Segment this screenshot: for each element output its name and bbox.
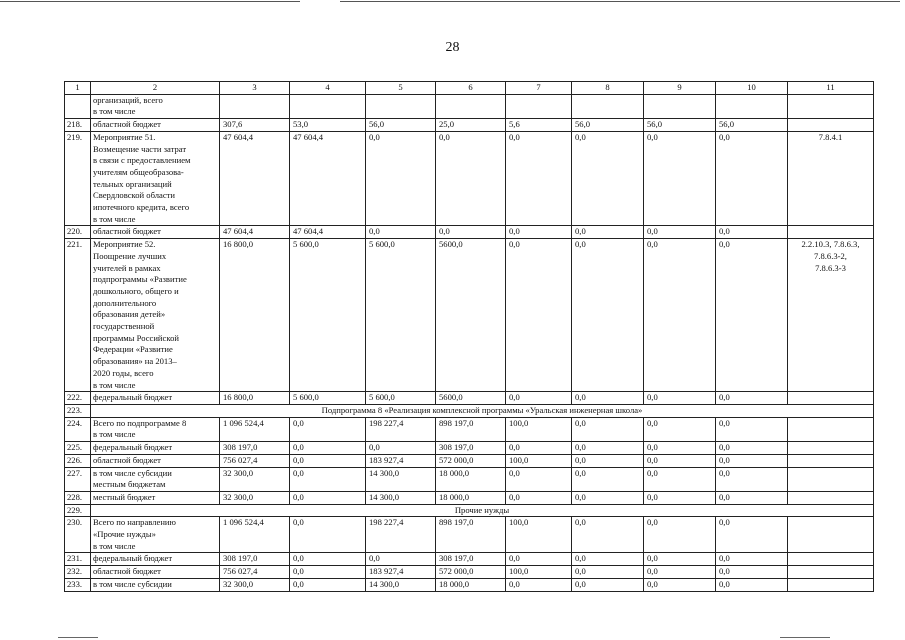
value-cell: 0,0 xyxy=(572,226,644,239)
value-cell: 0,0 xyxy=(436,226,506,239)
value-cell: 5 600,0 xyxy=(290,392,366,405)
value-cell: 5600,0 xyxy=(436,392,506,405)
table-row xyxy=(65,94,874,118)
value-cell xyxy=(572,94,644,118)
value-cell: 0,0 xyxy=(716,578,788,591)
table-row xyxy=(65,454,874,467)
table-row xyxy=(65,467,874,491)
value-cell: 0,0 xyxy=(716,566,788,579)
value-cell: 0,0 xyxy=(572,239,644,392)
value-cell: 0,0 xyxy=(572,454,644,467)
value-cell: 0,0 xyxy=(644,566,716,579)
row-description: областной бюджет xyxy=(91,566,220,579)
value-cell: 0,0 xyxy=(290,454,366,467)
column-header: 2 xyxy=(91,82,220,95)
table-row xyxy=(65,119,874,132)
value-cell: 572 000,0 xyxy=(436,454,506,467)
reference-cell xyxy=(788,442,874,455)
row-number: 222. xyxy=(65,392,91,405)
value-cell: 0,0 xyxy=(716,417,788,441)
value-cell: 5 600,0 xyxy=(366,239,436,392)
value-cell: 0,0 xyxy=(716,442,788,455)
value-cell: 0,0 xyxy=(506,578,572,591)
value-cell xyxy=(644,94,716,118)
reference-cell xyxy=(788,454,874,467)
value-cell: 100,0 xyxy=(506,417,572,441)
row-number: 218. xyxy=(65,119,91,132)
reference-cell xyxy=(788,119,874,132)
value-cell: 0,0 xyxy=(716,553,788,566)
value-cell: 16 800,0 xyxy=(220,392,290,405)
value-cell: 0,0 xyxy=(572,392,644,405)
value-cell: 18 000,0 xyxy=(436,491,506,504)
column-header: 11 xyxy=(788,82,874,95)
bottom-rule xyxy=(58,637,98,638)
value-cell: 0,0 xyxy=(572,553,644,566)
value-cell: 0,0 xyxy=(572,578,644,591)
row-number: 233. xyxy=(65,578,91,591)
value-cell: 0,0 xyxy=(506,491,572,504)
row-description: местный бюджет xyxy=(91,491,220,504)
value-cell: 100,0 xyxy=(506,517,572,553)
value-cell: 0,0 xyxy=(366,131,436,226)
value-cell: 56,0 xyxy=(716,119,788,132)
top-rule xyxy=(0,1,300,2)
value-cell: 0,0 xyxy=(366,226,436,239)
value-cell: 47 604,4 xyxy=(220,226,290,239)
row-description: областной бюджет xyxy=(91,454,220,467)
table-row xyxy=(65,417,874,441)
reference-cell: 7.8.4.1 xyxy=(788,131,874,226)
row-description: областной бюджет xyxy=(91,226,220,239)
value-cell: 0,0 xyxy=(716,491,788,504)
value-cell: 56,0 xyxy=(644,119,716,132)
reference-cell xyxy=(788,553,874,566)
value-cell: 5 600,0 xyxy=(366,392,436,405)
row-description: федеральный бюджет xyxy=(91,553,220,566)
value-cell: 0,0 xyxy=(506,392,572,405)
value-cell: 0,0 xyxy=(290,467,366,491)
row-description: Мероприятие 52. Поощрение лучших учителей в рамках подпрограммы «Развитие дошкольного, общего и дополнительного образования детей» государственной программы Российской Федерации «Развитие образования» на 2013– 2020 годы, всего в том числе xyxy=(91,239,220,392)
table-row xyxy=(65,226,874,239)
section-heading: Подпрограмма 8 «Реализация комплексной программы «Уральская инженерная школа» xyxy=(91,404,874,417)
value-cell: 308 197,0 xyxy=(436,553,506,566)
row-number: 221. xyxy=(65,239,91,392)
value-cell: 0,0 xyxy=(716,226,788,239)
table-row xyxy=(65,566,874,579)
value-cell: 308 197,0 xyxy=(436,442,506,455)
value-cell: 0,0 xyxy=(644,239,716,392)
value-cell: 0,0 xyxy=(716,239,788,392)
value-cell: 0,0 xyxy=(644,454,716,467)
value-cell: 14 300,0 xyxy=(366,491,436,504)
value-cell: 0,0 xyxy=(290,417,366,441)
value-cell xyxy=(220,94,290,118)
value-cell: 0,0 xyxy=(644,226,716,239)
table-row xyxy=(65,553,874,566)
row-number: 220. xyxy=(65,226,91,239)
header-row xyxy=(65,82,874,95)
value-cell: 0,0 xyxy=(644,553,716,566)
column-header: 7 xyxy=(506,82,572,95)
value-cell: 0,0 xyxy=(506,239,572,392)
value-cell: 0,0 xyxy=(644,467,716,491)
page-number: 28 xyxy=(445,40,460,55)
column-header: 6 xyxy=(436,82,506,95)
value-cell: 18 000,0 xyxy=(436,578,506,591)
row-number: 223. xyxy=(65,404,91,417)
row-number: 228. xyxy=(65,491,91,504)
column-header: 1 xyxy=(65,82,91,95)
value-cell: 0,0 xyxy=(644,417,716,441)
value-cell: 308 197,0 xyxy=(220,553,290,566)
value-cell: 47 604,4 xyxy=(220,131,290,226)
row-description: Всего по направлению «Прочие нужды» в том числе xyxy=(91,517,220,553)
value-cell xyxy=(436,94,506,118)
value-cell: 0,0 xyxy=(716,467,788,491)
value-cell: 0,0 xyxy=(290,578,366,591)
row-number: 225. xyxy=(65,442,91,455)
value-cell: 0,0 xyxy=(716,131,788,226)
value-cell: 0,0 xyxy=(290,442,366,455)
value-cell: 572 000,0 xyxy=(436,566,506,579)
table-row xyxy=(65,504,874,517)
value-cell: 56,0 xyxy=(572,119,644,132)
value-cell: 14 300,0 xyxy=(366,578,436,591)
value-cell: 0,0 xyxy=(644,131,716,226)
value-cell: 47 604,4 xyxy=(290,131,366,226)
value-cell: 183 927,4 xyxy=(366,566,436,579)
value-cell: 0,0 xyxy=(572,131,644,226)
value-cell: 0,0 xyxy=(366,442,436,455)
reference-cell xyxy=(788,578,874,591)
table-row xyxy=(65,131,874,226)
value-cell: 5600,0 xyxy=(436,239,506,392)
reference-cell xyxy=(788,94,874,118)
table-row xyxy=(65,239,874,392)
value-cell: 0,0 xyxy=(506,226,572,239)
value-cell: 32 300,0 xyxy=(220,467,290,491)
top-rule xyxy=(340,1,900,2)
value-cell: 32 300,0 xyxy=(220,491,290,504)
value-cell: 5 600,0 xyxy=(290,239,366,392)
reference-cell xyxy=(788,491,874,504)
row-number: 224. xyxy=(65,417,91,441)
reference-cell xyxy=(788,226,874,239)
value-cell: 183 927,4 xyxy=(366,454,436,467)
column-header: 3 xyxy=(220,82,290,95)
row-number xyxy=(65,94,91,118)
value-cell: 1 096 524,4 xyxy=(220,517,290,553)
column-header: 8 xyxy=(572,82,644,95)
value-cell: 25,0 xyxy=(436,119,506,132)
table-row xyxy=(65,404,874,417)
value-cell: 0,0 xyxy=(366,553,436,566)
row-number: 219. xyxy=(65,131,91,226)
column-header: 10 xyxy=(716,82,788,95)
row-description: Всего по подпрограмме 8 в том числе xyxy=(91,417,220,441)
value-cell: 307,6 xyxy=(220,119,290,132)
section-heading: Прочие нужды xyxy=(91,504,874,517)
row-description: федеральный бюджет xyxy=(91,442,220,455)
value-cell: 198 227,4 xyxy=(366,417,436,441)
value-cell: 0,0 xyxy=(716,392,788,405)
row-number: 226. xyxy=(65,454,91,467)
value-cell: 56,0 xyxy=(366,119,436,132)
value-cell: 1 096 524,4 xyxy=(220,417,290,441)
row-description: Мероприятие 51. Возмещение части затрат в связи с предоставлением учителям общеобразова- тельных организаций Свердловской области ипотечного кредита, всего в том числе xyxy=(91,131,220,226)
value-cell: 14 300,0 xyxy=(366,467,436,491)
row-number: 227. xyxy=(65,467,91,491)
reference-cell xyxy=(788,566,874,579)
value-cell: 0,0 xyxy=(290,553,366,566)
value-cell: 0,0 xyxy=(506,131,572,226)
table-row xyxy=(65,578,874,591)
bottom-rule xyxy=(780,637,830,638)
value-cell: 0,0 xyxy=(644,442,716,455)
row-number: 232. xyxy=(65,566,91,579)
value-cell: 898 197,0 xyxy=(436,417,506,441)
column-header: 9 xyxy=(644,82,716,95)
value-cell: 0,0 xyxy=(644,491,716,504)
value-cell: 0,0 xyxy=(644,517,716,553)
value-cell: 0,0 xyxy=(716,517,788,553)
value-cell: 0,0 xyxy=(572,491,644,504)
value-cell: 0,0 xyxy=(572,517,644,553)
value-cell: 0,0 xyxy=(716,454,788,467)
value-cell: 0,0 xyxy=(644,578,716,591)
value-cell xyxy=(506,94,572,118)
value-cell: 756 027,4 xyxy=(220,454,290,467)
value-cell: 0,0 xyxy=(290,491,366,504)
table-row xyxy=(65,517,874,553)
value-cell xyxy=(290,94,366,118)
value-cell: 0,0 xyxy=(572,417,644,441)
value-cell: 47 604,4 xyxy=(290,226,366,239)
row-description: областной бюджет xyxy=(91,119,220,132)
row-description: организаций, всего в том числе xyxy=(91,94,220,118)
row-number: 230. xyxy=(65,517,91,553)
row-number: 231. xyxy=(65,553,91,566)
value-cell: 18 000,0 xyxy=(436,467,506,491)
column-header: 5 xyxy=(366,82,436,95)
table-row xyxy=(65,491,874,504)
value-cell: 16 800,0 xyxy=(220,239,290,392)
value-cell: 0,0 xyxy=(436,131,506,226)
value-cell: 756 027,4 xyxy=(220,566,290,579)
table-row xyxy=(65,442,874,455)
row-description: в том числе субсидии xyxy=(91,578,220,591)
budget-table xyxy=(64,81,874,592)
row-number: 229. xyxy=(65,504,91,517)
reference-cell: 2.2.10.3, 7.8.6.3, 7.8.6.3-2, 7.8.6.3-3 xyxy=(788,239,874,392)
value-cell: 0,0 xyxy=(506,553,572,566)
value-cell: 0,0 xyxy=(290,566,366,579)
value-cell xyxy=(366,94,436,118)
value-cell: 0,0 xyxy=(572,566,644,579)
value-cell: 308 197,0 xyxy=(220,442,290,455)
value-cell: 0,0 xyxy=(290,517,366,553)
reference-cell xyxy=(788,417,874,441)
row-description: федеральный бюджет xyxy=(91,392,220,405)
reference-cell xyxy=(788,467,874,491)
value-cell: 0,0 xyxy=(572,442,644,455)
reference-cell xyxy=(788,517,874,553)
value-cell: 32 300,0 xyxy=(220,578,290,591)
table-body xyxy=(65,82,874,592)
value-cell: 100,0 xyxy=(506,454,572,467)
value-cell: 0,0 xyxy=(572,467,644,491)
table-row xyxy=(65,392,874,405)
value-cell: 5,6 xyxy=(506,119,572,132)
value-cell: 0,0 xyxy=(506,442,572,455)
value-cell: 898 197,0 xyxy=(436,517,506,553)
value-cell: 100,0 xyxy=(506,566,572,579)
column-header: 4 xyxy=(290,82,366,95)
row-description: в том числе субсидии местным бюджетам xyxy=(91,467,220,491)
reference-cell xyxy=(788,392,874,405)
value-cell: 0,0 xyxy=(644,392,716,405)
value-cell: 0,0 xyxy=(506,467,572,491)
value-cell xyxy=(716,94,788,118)
value-cell: 198 227,4 xyxy=(366,517,436,553)
value-cell: 53,0 xyxy=(290,119,366,132)
